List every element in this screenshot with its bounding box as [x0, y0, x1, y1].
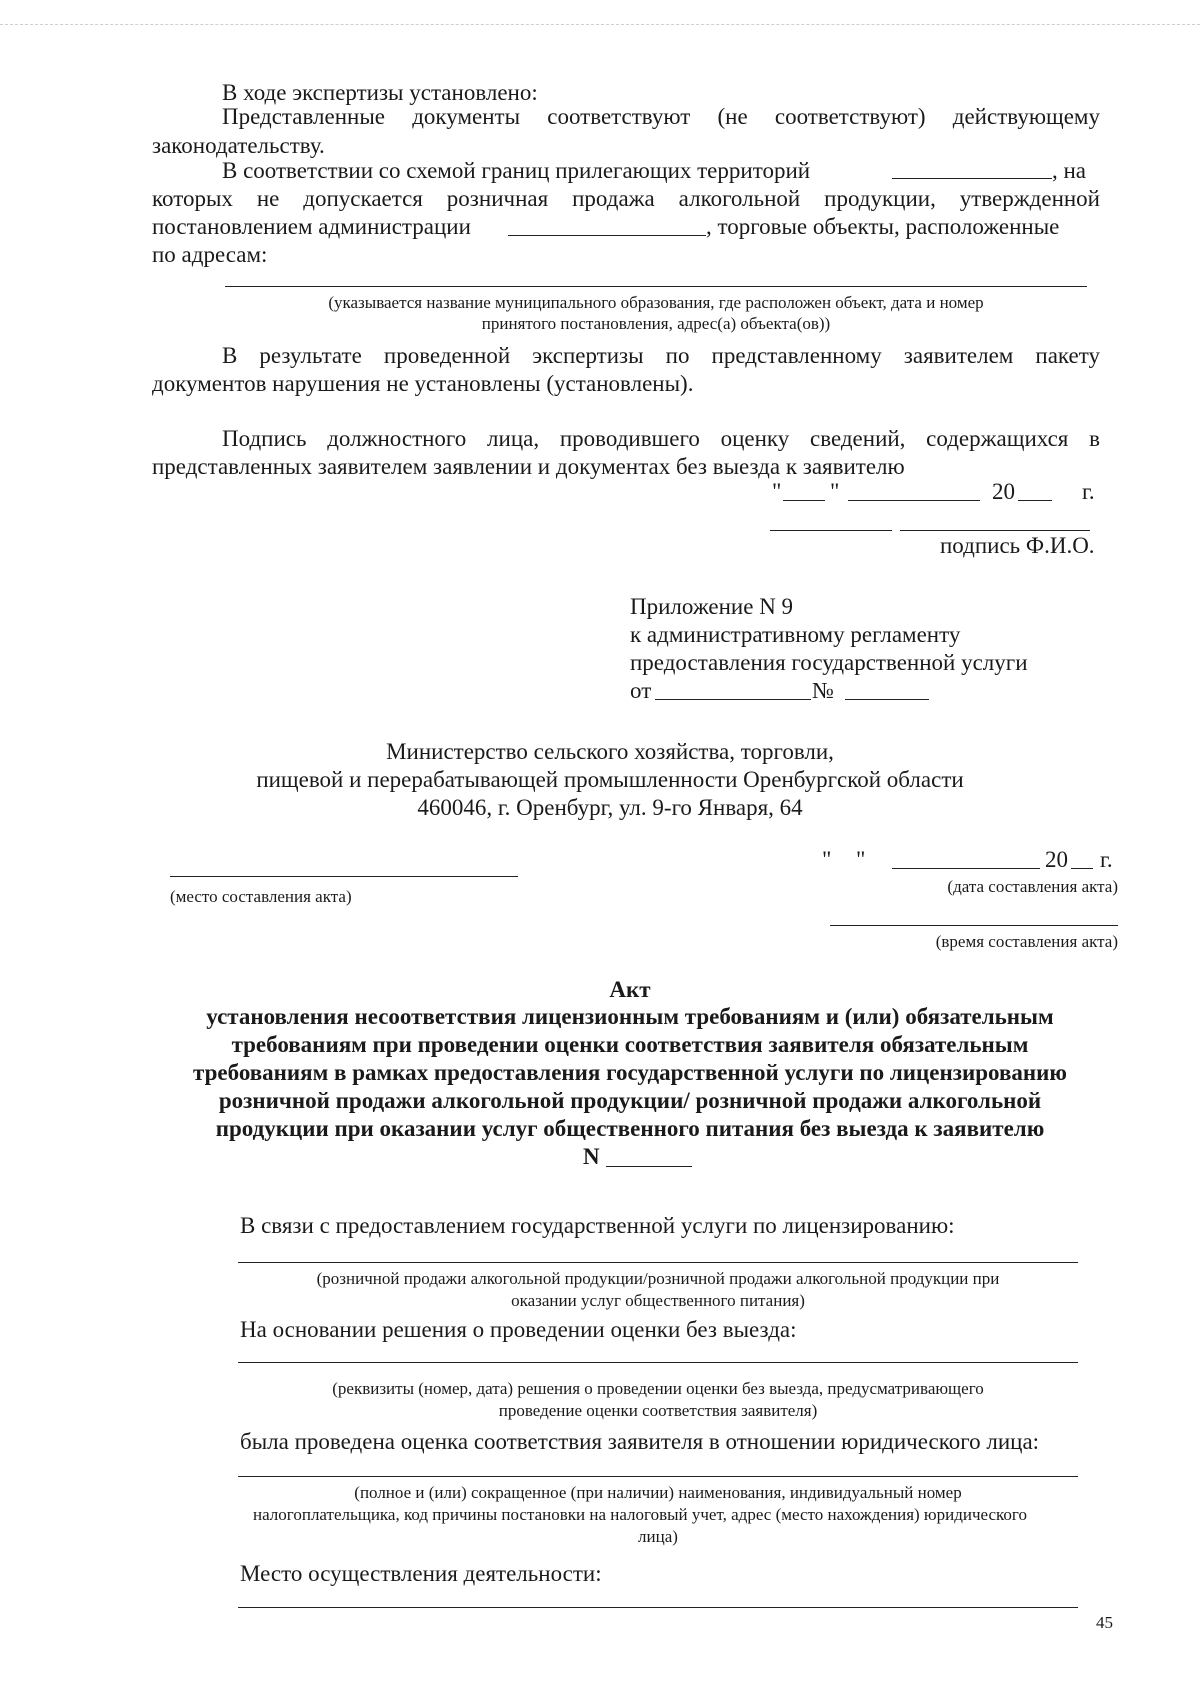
act-date-caption: (дата составления акта) [947, 877, 1118, 896]
service-note-line1: (розничной продажи алкогольной продукции/розничной продажи алкогольной продукции при [316, 1269, 1000, 1288]
ministry-name-line2: пищевой и перерабатывающей промышленности Оренбургской области [256, 767, 964, 792]
day-blank [783, 500, 825, 501]
act-title: Акт [609, 977, 651, 1002]
scan-edge [0, 24, 1200, 25]
activity-place-statement: Место осуществления деятельности: [240, 1561, 602, 1586]
appendix-title: Приложение N 9 [630, 594, 794, 619]
date-year-prefix: 20 [992, 479, 1015, 504]
act-number-label: N [583, 1144, 600, 1169]
act-title-line2: требованиям при проведении оценки соответствия заявителя обязательным [231, 1032, 1029, 1057]
act-date-quote-open: " [822, 847, 832, 872]
decision-note-line1: (реквизиты (номер, дата) решения о проведении оценки без выезда, предусматривающего [332, 1379, 984, 1398]
entity-note-line1: (полное и (или) сокращенное (при наличии) наименования, индивидуальный номер [354, 1483, 962, 1502]
page-number: 45 [1096, 1613, 1113, 1632]
name-blank [900, 530, 1090, 531]
decision-statement: На основании решения о проведении оценки без выезда: [240, 1317, 797, 1342]
administration-blank [508, 235, 706, 236]
act-time-caption: (время составления акта) [935, 932, 1118, 951]
decision-blank [238, 1362, 1078, 1363]
scheme-line1-end: , на [1052, 158, 1087, 183]
appendix-number-label: № [812, 678, 834, 703]
docs-paragraph-line2: законодательству. [152, 133, 325, 158]
appendix-regulation: к административному регламенту [630, 622, 961, 647]
appendix-date-blank [655, 699, 811, 700]
scheme-line2: которых не допускается розничная продажа алкогольной продукции, утвержденной [152, 186, 1100, 211]
scheme-line4: по адресам: [152, 242, 268, 267]
service-statement: В связи с предоставлением государственной услуги по лицензированию: [240, 1213, 955, 1238]
entity-blank [238, 1476, 1078, 1477]
result-line1: В результате проведенной экспертизы по представленному заявителем пакету [222, 343, 1100, 368]
act-month-blank [892, 868, 1040, 869]
act-date-quote-close: " [856, 847, 866, 872]
appendix-service: предоставления государственной услуги [630, 650, 1028, 675]
scheme-line1-start: В соответствии со схемой границ прилегающих территорий [222, 158, 811, 183]
appendix-number-blank [845, 699, 929, 700]
month-blank [848, 500, 980, 501]
docs-paragraph-line1: Представленные документы соответствуют (не соответствуют) действующему [222, 104, 1100, 129]
expertise-heading: В ходе экспертизы установлено: [222, 80, 538, 105]
act-title-line3: требованиям в рамках предоставления государственной услуги по лицензированию [193, 1060, 1067, 1085]
act-place-caption: (место составления акта) [170, 887, 352, 906]
service-note-line2: оказании услуг общественного питания) [511, 1291, 805, 1310]
decision-note-line2: проведение оценки соответствия заявителя) [498, 1401, 818, 1420]
act-title-line4: розничной продажи алкогольной продукции/ розничной продажи алкогольной [218, 1088, 1042, 1113]
date-quote-open: " [772, 479, 782, 504]
act-place-blank [170, 876, 518, 877]
address-blank [225, 286, 1087, 287]
signature-blank [770, 530, 892, 531]
assessment-statement: была проведена оценка соответствия заявителя в отношении юридического лица: [240, 1429, 1040, 1454]
scheme-line3-start: постановлением администрации [152, 214, 471, 239]
result-line2: документов нарушения не установлены (установлены). [152, 371, 694, 396]
act-date-year-prefix: 20 [1045, 847, 1068, 872]
signature-caption: подпись Ф.И.О. [940, 533, 1095, 558]
scheme-line3-end: , торговые объекты, расположенные [706, 214, 1060, 239]
act-date-year-suffix: г. [1100, 847, 1113, 872]
act-year-blank [1071, 868, 1093, 869]
date-quote-close: " [830, 479, 840, 504]
address-note-line2: принятого постановления, адрес(а) объекта(ов)) [481, 314, 831, 333]
territory-blank [892, 178, 1052, 179]
act-number-blank [606, 1166, 692, 1167]
ministry-address: 460046, г. Оренбург, ул. 9-го Января, 64 [417, 795, 803, 820]
ministry-name-line1: Министерство сельского хозяйства, торговли, [386, 739, 834, 764]
signature-line2: представленных заявителем заявлении и документах без выезда к заявителю [152, 454, 905, 479]
year-blank [1018, 500, 1052, 501]
service-blank [238, 1262, 1078, 1263]
address-note-line1: (указывается название муниципального образования, где расположен объект, дата и номер [328, 293, 984, 312]
appendix-from-label: от [630, 678, 652, 703]
signature-line1: Подпись должностного лица, проводившего оценку сведений, содержащихся в [222, 426, 1100, 451]
entity-note-line2: налогоплательщика, код причины постановки на налоговый учет, адрес (место нахождения) юридического [253, 1505, 1027, 1524]
act-time-blank [830, 925, 1118, 926]
entity-note-line3: лица) [638, 1527, 678, 1546]
act-title-line5: продукции при оказании услуг общественного питания без выезда к заявителю [215, 1116, 1045, 1141]
activity-place-blank [238, 1607, 1078, 1608]
date-year-suffix: г. [1082, 479, 1095, 504]
act-title-line1: установления несоответствия лицензионным требованиям и (или) обязательным [206, 1004, 1054, 1029]
